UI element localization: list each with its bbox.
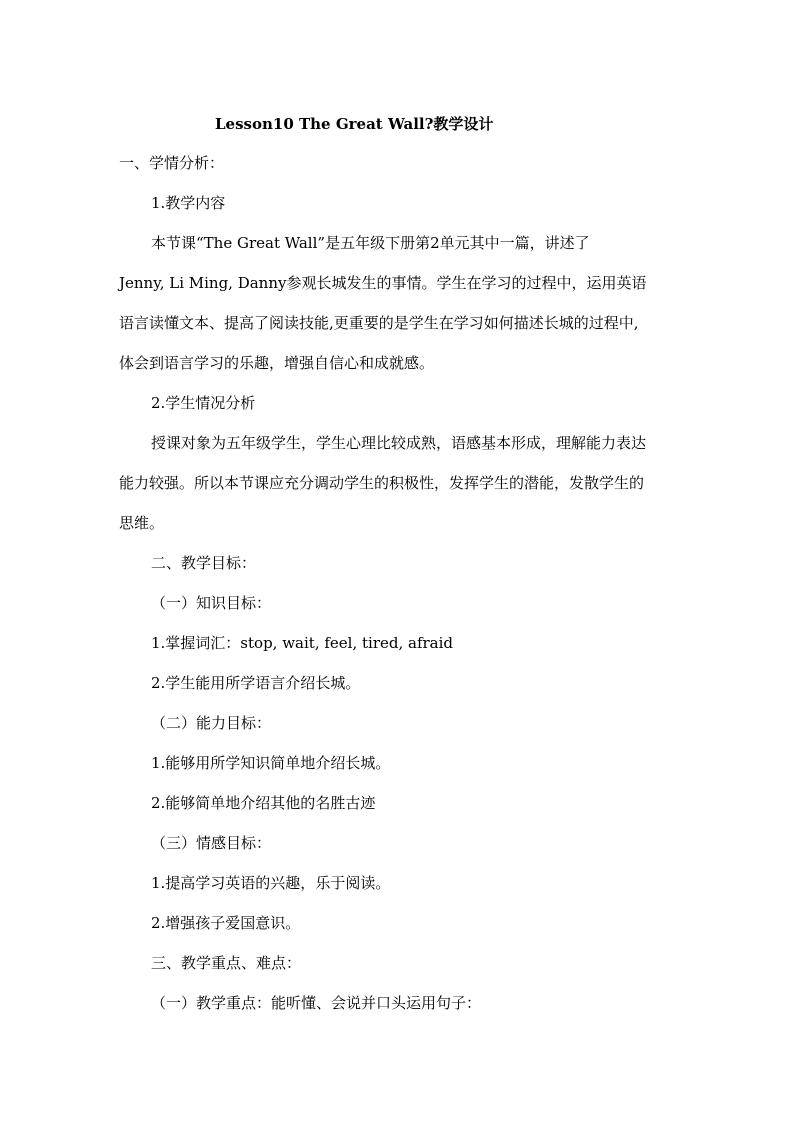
- subsection-heading: 1.教学内容: [151, 194, 226, 212]
- subsection-heading: （一）教学重点：能听懂、会说并口头运用句子：: [151, 994, 482, 1012]
- section-heading-2: 二、教学目标：: [151, 554, 257, 572]
- section-heading-1: 一、学情分析：: [119, 154, 225, 172]
- subsection-heading: （三）情感目标：: [151, 834, 272, 852]
- list-item: 1.提高学习英语的兴趣，乐于阅读。: [151, 874, 391, 892]
- paragraph-line: 思维。: [119, 514, 165, 532]
- list-item: 2.能够简单地介绍其他的名胜古迹: [151, 794, 376, 812]
- subsection-heading: （二）能力目标：: [151, 714, 272, 732]
- paragraph-line: 语言读懂文本、提高了阅读技能,更重要的是学生在学习如何描述长城的过程中,: [119, 314, 639, 332]
- paragraph-line: 本节课“The Great Wall”是五年级下册第2单元其中一篇，讲述了: [151, 234, 590, 252]
- document-title: Lesson10 The Great Wall?教学设计: [215, 115, 494, 133]
- paragraph-line: 授课对象为五年级学生，学生心理比较成熟，语感基本形成，理解能力表达: [151, 434, 647, 452]
- list-item: 2.增强孩子爱国意识。: [151, 914, 301, 932]
- list-item: 2.学生能用所学语言介绍长城。: [151, 674, 361, 692]
- paragraph-line: Jenny, Li Ming, Danny参观长城发生的事情。学生在学习的过程中，运用英语: [119, 274, 647, 292]
- paragraph-line: 能力较强。所以本节课应充分调动学生的积极性，发挥学生的潜能，发散学生的: [119, 474, 645, 492]
- section-heading-3: 三、教学重点、难点：: [151, 954, 302, 972]
- paragraph-line: 体会到语言学习的乐趣，增强自信心和成就感。: [119, 354, 435, 372]
- list-item: 1.能够用所学知识简单地介绍长城。: [151, 754, 391, 772]
- subsection-heading: 2.学生情况分析: [151, 394, 256, 412]
- subsection-heading: （一）知识目标：: [151, 594, 272, 612]
- list-item: 1.掌握词汇：stop, wait, feel, tired, afraid: [151, 634, 454, 652]
